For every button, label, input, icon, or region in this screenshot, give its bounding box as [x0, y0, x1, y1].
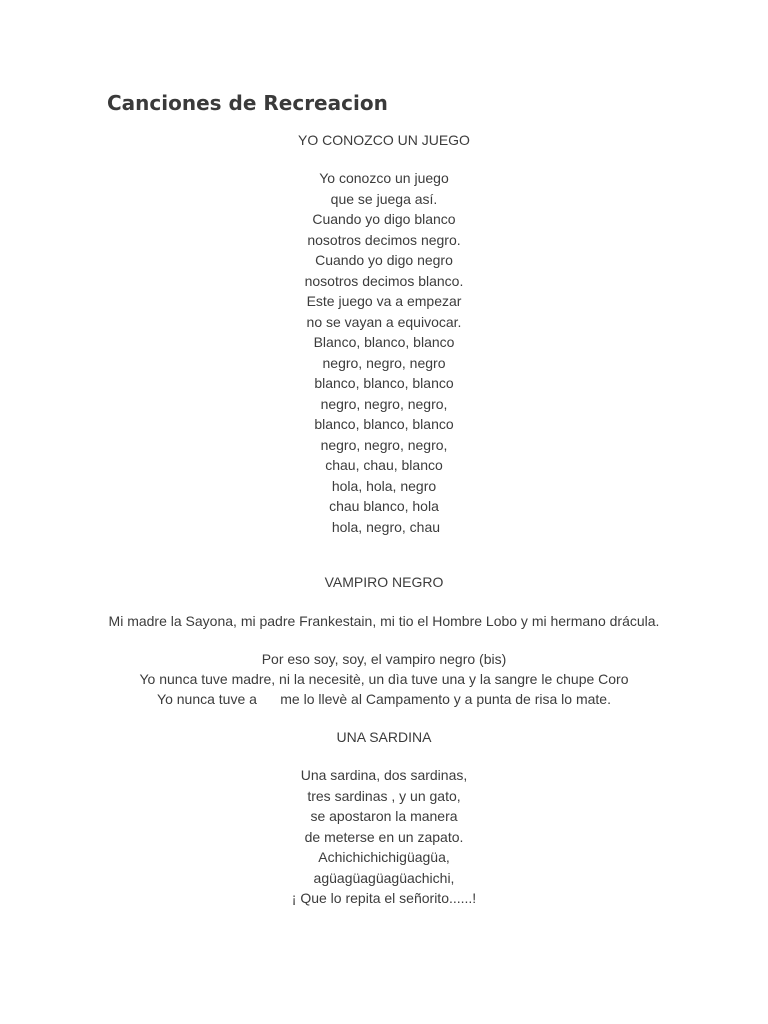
- lyric-line: Achichichichigüagüa,: [318, 849, 450, 865]
- song-verse: Mi madre la Sayona, mi padre Frankestain, mi tio el Hombre Lobo y mi hermano drácula.: [108, 613, 660, 629]
- lyric-line: Yo conozco un juego: [319, 170, 449, 186]
- song-lyrics: [96, 765, 672, 909]
- lyric-line: Cuando yo digo blanco: [312, 211, 456, 227]
- document-title: Canciones de Recreacion: [107, 91, 388, 115]
- lyric-line: blanco, blanco, blanco: [314, 416, 454, 432]
- lyric-line: Yo nunca tuve madre, ni la necesitè, un dìa tuve una y la sangre le chupe Coro: [139, 671, 629, 687]
- lyric-line: negro, negro, negro: [322, 354, 446, 371]
- song-vampiro-negro: [96, 572, 672, 709]
- lyric-line: no se vayan a equivocar.: [306, 313, 462, 330]
- song-title: YO CONOZCO UN JUEGO: [298, 132, 470, 148]
- song-yo-conozco-un-juego: [96, 130, 672, 537]
- lyric-line: Por eso soy, soy, el vampiro negro (bis): [261, 651, 507, 667]
- lyric-line: hola, negro, chau: [327, 518, 441, 535]
- song-title: VAMPIRO NEGRO: [324, 574, 444, 590]
- document-content: [96, 130, 672, 909]
- lyric-line: chau, chau, blanco: [325, 457, 443, 473]
- lyric-line: agüagüagüagüachichi,: [313, 869, 455, 886]
- lyric-line: blanco, blanco, blanco: [314, 375, 454, 391]
- song-chorus: [96, 649, 672, 709]
- lyric-line: de meterse en un zapato.: [304, 828, 464, 845]
- lyric-line: negro, negro, negro,: [320, 436, 448, 453]
- lyric-line: hola, hola, negro: [331, 477, 437, 494]
- lyric-line: negro, negro, negro,: [320, 395, 448, 412]
- lyric-line: Blanco, blanco, blanco: [313, 334, 455, 350]
- lyric-line: tres sardinas , y un gato,: [307, 787, 461, 804]
- lyric-line: nosotros decimos blanco.: [304, 272, 464, 289]
- lyric-line: Una sardina, dos sardinas,: [300, 767, 468, 783]
- song-una-sardina: [96, 727, 672, 909]
- lyric-line: nosotros decimos negro.: [307, 231, 461, 248]
- song-lyrics: [96, 168, 672, 537]
- lyric-line: Este juego va a empezar: [306, 293, 462, 309]
- lyric-line: chau blanco, hola: [329, 498, 439, 514]
- lyric-line: que se juega así.: [330, 190, 438, 207]
- lyric-line: ¡ Que lo repita el señorito......!: [291, 890, 477, 906]
- lyric-line: Cuando yo digo negro: [315, 252, 453, 268]
- lyric-line: Yo nunca tuve a me lo llevè al Campamento y a punta de risa lo mate.: [157, 691, 611, 707]
- song-title: UNA SARDINA: [336, 729, 432, 745]
- lyric-line: se apostaron la manera: [310, 808, 458, 824]
